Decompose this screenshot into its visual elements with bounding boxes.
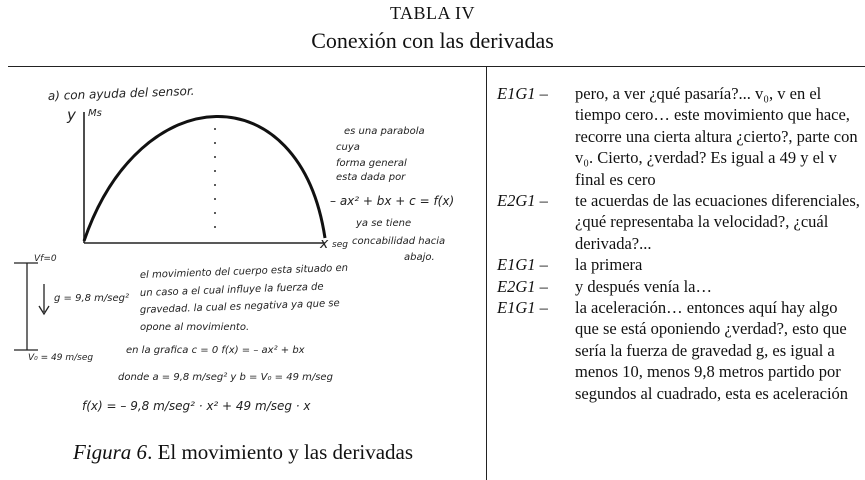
hw-heading: a) con ayuda del sensor. xyxy=(47,83,195,103)
hw-note-line: – ax² + bx + c = f(x) xyxy=(330,194,455,208)
dialogue-turn xyxy=(497,297,862,404)
speaker-label: E2G1 – xyxy=(497,276,548,296)
hw-body-line: f(x) = – 9,8 m/seg² · x² + 49 m/seg · x xyxy=(82,399,311,413)
table-number: TABLA IV xyxy=(389,3,476,23)
parabola-curve xyxy=(84,116,325,241)
hw-axis-x: x xyxy=(320,236,329,252)
hw-side-g: g = 9,8 m/seg² xyxy=(54,293,129,304)
dialogue-turn xyxy=(497,83,862,190)
hw-body-line: donde a = 9,8 m/seg² y b = V₀ = 49 m/seg xyxy=(118,372,333,383)
hw-note-block xyxy=(330,126,454,263)
hw-body-line: el movimiento del cuerpo esta situado en xyxy=(139,262,349,281)
hw-axis-x-unit: seg xyxy=(332,240,348,250)
column-divider xyxy=(486,67,487,480)
hw-axis-top: Ms xyxy=(88,108,102,119)
hw-note-line: ya se tiene xyxy=(356,218,412,229)
dialogue-transcript xyxy=(497,83,862,404)
utterance-text: la aceleración… entonces aquí hay algo que se está oponiendo ¿verdad?, esto que sería la fuerza de gravedad g, es igual a menos 10, menos 9,8 metros partido por segundos al cuadrado, esta es aceleración xyxy=(575,298,849,403)
utterance-text: la primera xyxy=(575,255,643,275)
hw-axis-y: y xyxy=(67,106,76,124)
hw-note-line: abajo. xyxy=(404,252,435,263)
hw-note-line: es una parabola xyxy=(344,126,425,137)
hw-note-line: forma general xyxy=(336,158,407,169)
speaker-label: E1G1 – xyxy=(497,255,548,275)
speaker-label: E1G1 – xyxy=(497,298,548,318)
figure-label: Figura 6 xyxy=(72,440,148,464)
table-top-rule xyxy=(8,66,865,67)
hw-side-bottom: V₀ = 49 m/seg xyxy=(28,353,94,363)
hw-body-block xyxy=(82,263,348,413)
hw-body-line: un caso a el cual influye la fuerza de xyxy=(139,281,324,299)
utterance-text: y después venía la… xyxy=(575,276,713,296)
figure-caption xyxy=(0,440,486,465)
hw-side-top: Vf=0 xyxy=(34,254,57,264)
hw-body-line: en la grafica c = 0 f(x) = – ax² + bx xyxy=(126,345,305,356)
hw-note-line: esta dada por xyxy=(336,172,406,183)
figure-caption-text: . El movimiento y las derivadas xyxy=(147,440,414,464)
utterance-text: te acuerdas de las ecuaciones diferenciales, ¿qué representaba la velocidad?, ¿cuál derivada?... xyxy=(575,191,860,253)
hw-body-line: gravedad. la cual es negativa ya que se xyxy=(139,298,340,316)
speaker-label: E2G1 – xyxy=(497,191,548,211)
handwritten-figure xyxy=(0,68,486,440)
dialogue-turn xyxy=(497,276,862,297)
dialogue-turn xyxy=(497,190,862,254)
table-title: Conexión con las derivadas xyxy=(311,28,554,53)
hw-body-line: opone al movimiento. xyxy=(140,322,250,333)
speaker-label: E1G1 – xyxy=(497,84,548,103)
utterance-text: pero, a ver ¿qué pasaría?... v₀, v en el tiempo cero… este movimiento que hace, recorre una cierta altura ¿cierto?, parte con v₀. Cierto, ¿verdad? Es igual a 49 y el v final es cero xyxy=(575,84,858,189)
dialogue-turn xyxy=(497,254,862,275)
hw-note-line: cuya xyxy=(336,142,360,153)
hw-note-line: concabilidad hacia xyxy=(352,236,446,247)
